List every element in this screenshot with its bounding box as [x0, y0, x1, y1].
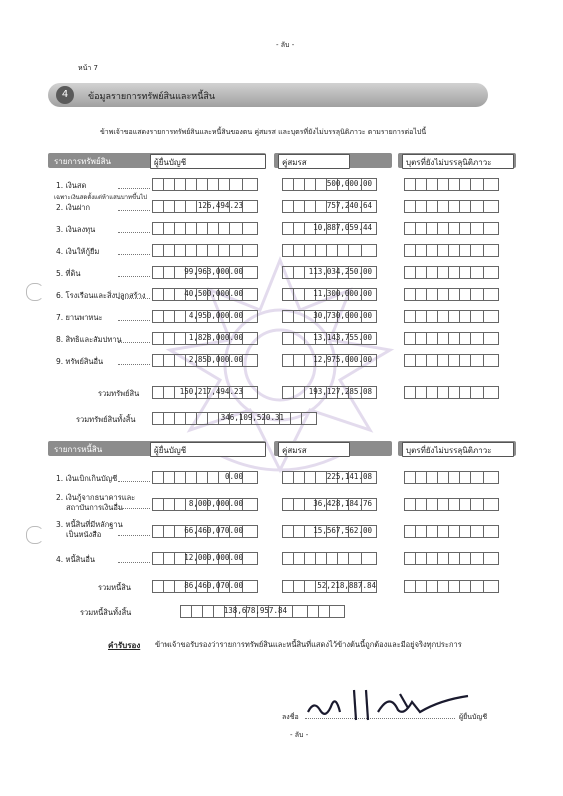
leader-dots — [118, 342, 150, 343]
assets-row-label: 7. ยานพาหนะ — [56, 313, 103, 322]
assets-declarant-value: 40,500,000.00 — [184, 289, 243, 298]
assets-children-cell — [404, 332, 499, 345]
assets-spouse-value: 30,730,000.00 — [313, 311, 372, 320]
leader-dots — [118, 276, 150, 277]
leader-dots — [118, 254, 150, 255]
assets-total-label: รวมทรัพย์สิน — [98, 389, 140, 398]
liabilities-children-cell — [404, 498, 499, 511]
assets-spouse-value: 10,887,059.44 — [313, 223, 372, 232]
assets-children-cell — [404, 200, 499, 213]
liabilities-spouse-value: 36,428,184.76 — [313, 499, 372, 508]
liabilities-children-cell — [404, 525, 499, 538]
leader-dots — [118, 481, 150, 482]
liabilities-row-label: 3. หนี้สินที่มีหลักฐาน — [56, 520, 123, 529]
leader-dots — [118, 188, 150, 189]
assets-children-cell — [404, 222, 499, 235]
liabilities-children-header — [398, 441, 516, 456]
assets-spouse-header — [274, 153, 392, 168]
assets-children-cell — [404, 354, 499, 367]
assets-children-cell — [404, 244, 499, 257]
leader-dots — [118, 508, 150, 509]
assets-row-label: 3. เงินลงทุน — [56, 225, 96, 234]
assets-total-children-cell — [404, 386, 499, 399]
section-banner — [48, 83, 488, 107]
assets-children-header — [398, 153, 516, 168]
assets-grand-label: รวมทรัพย์สินทั้งสิ้น — [76, 415, 136, 424]
liabilities-row-label-cont: สถาบันการเงินอื่น — [66, 503, 123, 512]
assets-declarant-value: 2,850,000.00 — [188, 355, 243, 364]
liabilities-spouse-value: 225,141.08 — [326, 472, 372, 481]
leader-dots — [118, 364, 150, 365]
assets-spouse-cell — [282, 244, 377, 257]
assets-children-cell — [404, 310, 499, 323]
leader-dots — [118, 535, 150, 536]
liabilities-total-declarant-value: 86,460,070.00 — [184, 581, 243, 590]
assets-row-label: 5. ที่ดิน — [56, 269, 81, 278]
liabilities-header — [48, 441, 266, 456]
liabilities-children-cell — [404, 552, 499, 565]
liabilities-spouse-value: 15,567,562.00 — [313, 526, 372, 535]
liabilities-declarant-value: 0.00 — [224, 472, 243, 481]
liabilities-total-label: รวมหนี้สิน — [98, 583, 131, 592]
leader-dots — [118, 320, 150, 321]
liabilities-children-cell — [404, 471, 499, 484]
assets-spouse-value: 500,000.00 — [326, 179, 372, 188]
liabilities-spouse-cell — [282, 552, 377, 565]
assets-heading: รายการทรัพย์สิน — [54, 157, 111, 166]
signature-prefix: ลงชื่อ — [282, 713, 299, 721]
assets-row-label: 6. โรงเรือนและสิ่งปลูกสร้าง — [56, 291, 146, 300]
liabilities-grand-label: รวมหนี้สินทั้งสิ้น — [80, 608, 132, 617]
assets-declarant-value: 126,494.23 — [197, 201, 243, 210]
assets-children-cell — [404, 266, 499, 279]
liabilities-declarant-value: 8,000,000.00 — [188, 499, 243, 508]
assets-total-declarant-value: 150,217,494.23 — [179, 387, 243, 396]
assets-col-spouse: คู่สมรส — [282, 158, 307, 167]
certify-text: ข้าพเจ้าขอรับรองว่ารายการทรัพย์สินและหนี้สินที่แสดงไว้ข้างต้นนี้ถูกต้องและมีอยู่จริงทุกประการ — [155, 640, 462, 649]
liabilities-declarant-value: 66,460,070.00 — [184, 526, 243, 535]
liabilities-heading: รายการหนี้สิน — [54, 445, 103, 454]
assets-col-declarant: ผู้ยื่นบัญชี — [154, 158, 187, 167]
section-number: 4 — [56, 86, 74, 104]
punch-hole-icon — [26, 526, 44, 544]
assets-declarant-value: 4,950,000.00 — [188, 311, 243, 320]
assets-spouse-value: 13,143,755.00 — [313, 333, 372, 342]
certify-title: คำรับรอง — [108, 641, 141, 650]
liabilities-row-label-cont: เป็นหนังสือ — [66, 530, 102, 539]
liabilities-col-spouse: คู่สมรส — [282, 446, 307, 455]
liabilities-total-children-cell — [404, 580, 499, 593]
assets-spouse-value: 113,034,250.00 — [308, 267, 372, 276]
assets-declarant-value: 1,828,000.00 — [188, 333, 243, 342]
assets-row-label: 4. เงินให้กู้ยืม — [56, 247, 100, 256]
liabilities-row-label: 1. เงินเบิกเกินบัญชี — [56, 474, 118, 483]
bottom-confidential-note: - ลับ - — [290, 731, 309, 739]
intro-text: ข้าพเจ้าขอแสดงรายการทรัพย์สินและหนี้สินของตน คู่สมรส และบุตรที่ยังไม่บรรลุนิติภาวะ ตามรายการต่อไปนี้ — [100, 128, 427, 136]
assets-total-spouse-value: 193,127,285.08 — [308, 387, 372, 396]
section-title: ข้อมูลรายการทรัพย์สินและหนี้สิน — [88, 92, 216, 102]
liabilities-spouse-header — [274, 441, 392, 456]
assets-spouse-value: 11,300,000.00 — [313, 289, 372, 298]
assets-col-children: บุตรที่ยังไม่บรรลุนิติภาวะ — [406, 158, 492, 167]
liabilities-grand-value: 138,678,957.84 — [223, 606, 287, 615]
assets-declarant-value: 99,963,000.00 — [184, 267, 243, 276]
top-confidential-note: - ลับ - — [276, 41, 295, 49]
liabilities-row-label: 4. หนี้สินอื่น — [56, 555, 95, 564]
signature-suffix: ผู้ยื่นบัญชี — [459, 713, 488, 721]
assets-declarant-cell — [152, 244, 258, 257]
assets-children-cell — [404, 178, 499, 191]
liabilities-col-children: บุตรที่ยังไม่บรรลุนิติภาวะ — [406, 446, 492, 455]
assets-row-note: เฉพาะเงินสดตั้งแต่ห้าแสนบาทขึ้นไป — [54, 194, 148, 201]
assets-grand-value: 346,109,520.31 — [220, 413, 284, 422]
page-number: หน้า 7 — [78, 64, 99, 72]
punch-hole-icon — [26, 283, 44, 301]
assets-row-label: 9. ทรัพย์สินอื่น — [56, 357, 104, 366]
assets-children-cell — [404, 288, 499, 301]
liabilities-row-label: 2. เงินกู้จากธนาคารและ — [56, 493, 136, 502]
assets-row-label: 1. เงินสด — [56, 181, 87, 190]
assets-row-label: 8. สิทธิและสัมปทาน — [56, 335, 122, 344]
assets-declarant-cell — [152, 222, 258, 235]
handwritten-signature-icon — [300, 682, 480, 724]
assets-header — [48, 153, 266, 168]
assets-spouse-value: 12,975,000.00 — [313, 355, 372, 364]
assets-declarant-cell — [152, 178, 258, 191]
leader-dots — [118, 298, 150, 299]
leader-dots — [118, 562, 150, 563]
liabilities-total-spouse-value: 52,218,887.84 — [317, 581, 376, 590]
leader-dots — [118, 210, 150, 211]
leader-dots — [118, 232, 150, 233]
liabilities-declarant-value: 12,000,000.00 — [184, 553, 243, 562]
liabilities-col-declarant: ผู้ยื่นบัญชี — [154, 446, 187, 455]
assets-row-label: 2. เงินฝาก — [56, 203, 91, 212]
assets-spouse-value: 757,240.64 — [326, 201, 372, 210]
